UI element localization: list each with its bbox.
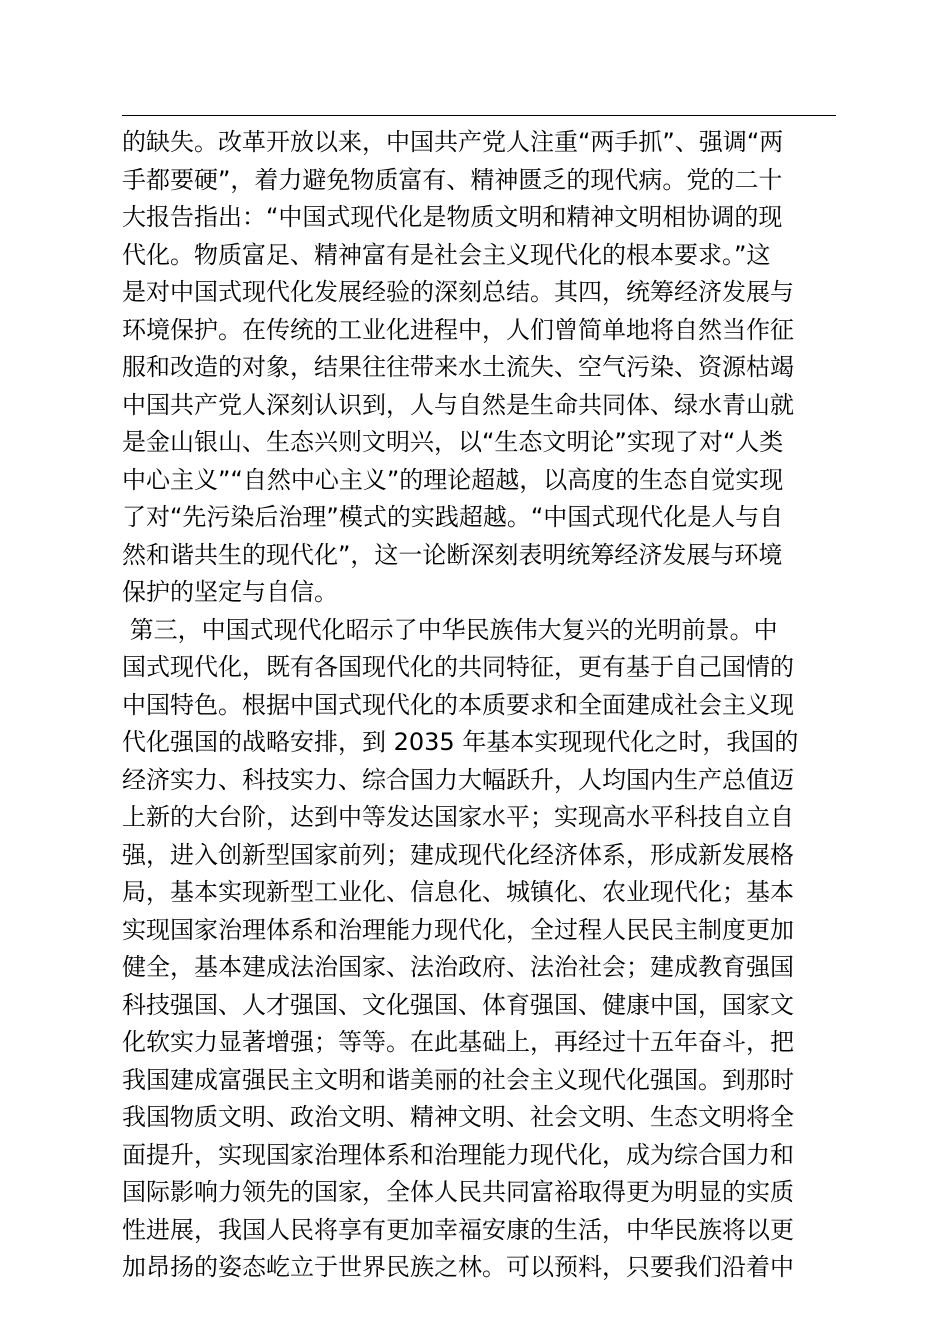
text-line: 保护的坚定与自信。	[122, 578, 338, 606]
header-rule	[122, 115, 836, 116]
text-line: 健全，基本建成法治国家、法治政府、法治社会；建成教育强国	[122, 953, 794, 981]
text-line: 面提升，实现国家治理体系和治理能力现代化，成为综合国力和	[122, 1140, 794, 1169]
text-line: 中国共产党人深刻认识到，人与自然是生命共同体、绿水青山就	[122, 390, 794, 419]
text-line: 了对“先污染后治理”模式的实践超越。“中国式现代化是人与自	[122, 503, 784, 531]
text-line: 手都要硬”，着力避免物质富有、精神匮乏的现代病。党的二十	[122, 165, 783, 194]
text-line: 的缺失。改革开放以来，中国共产党人注重“两手抓”、强调“两	[122, 128, 784, 156]
text-line: 我国物质文明、政治文明、精神文明、社会文明、生态文明将全	[122, 1103, 794, 1131]
text-line: 中心主义”“自然中心主义”的理论超越，以高度的生态自觉实现	[122, 465, 784, 494]
text-line: 代化。物质富足、精神富有是社会主义现代化的根本要求。”这	[122, 240, 771, 269]
text-line: 局，基本实现新型工业化、信息化、城镇化、农业现代化；基本	[122, 878, 794, 906]
text-line: 实现国家治理体系和治理能力现代化，全过程人民民主制度更加	[122, 915, 794, 944]
text-line: 第三，中国式现代化昭示了中华民族伟大复兴的光明前景。中	[122, 615, 778, 644]
text-line: 服和改造的对象，结果往往带来水土流失、空气污染、资源枯竭	[122, 353, 794, 381]
text-line: 是对中国式现代化发展经验的深刻总结。其四，统筹经济发展与	[122, 278, 794, 306]
text-line: 我国建成富强民主文明和谐美丽的社会主义现代化强国。到那时	[122, 1065, 794, 1094]
body-text	[122, 124, 836, 1287]
text-line: 大报告指出：“中国式现代化是物质文明和精神文明相协调的现	[122, 203, 783, 231]
text-line: 化软实力显著增强；等等。在此基础上，再经过十五年奋斗，把	[122, 1028, 794, 1056]
text-line: 国际影响力领先的国家，全体人民共同富裕取得更为明显的实质	[122, 1178, 794, 1206]
text-line: 国式现代化，既有各国现代化的共同特征，更有基于自己国情的	[122, 653, 794, 681]
text-line: 性进展，我国人民将享有更加幸福安康的生活，中华民族将以更	[122, 1215, 794, 1244]
text-line: 中国特色。根据中国式现代化的本质要求和全面建成社会主义现	[122, 690, 794, 719]
text-line: 是金山银山、生态兴则文明兴，以“生态文明论”实现了对“人类	[122, 428, 784, 456]
text-line: 强，进入创新型国家前列；建成现代化经济体系，形成新发展格	[122, 840, 794, 869]
text-line: 代化强国的战略安排，到 2035 年基本实现现代化之时，我国的	[122, 728, 799, 756]
text-line: 科技强国、人才强国、文化强国、体育强国、健康中国，国家文	[122, 990, 794, 1019]
text-line: 然和谐共生的现代化”，这一论断深刻表明统筹经济发展与环境	[122, 540, 783, 569]
text-line: 环境保护。在传统的工业化进程中，人们曾简单地将自然当作征	[122, 315, 794, 344]
text-line: 经济实力、科技实力、综合国力大幅跃升，人均国内生产总值迈	[122, 765, 794, 794]
text-line: 加昂扬的姿态屹立于世界民族之林。可以预料，只要我们沿着中	[122, 1253, 794, 1281]
text-line: 上新的大台阶，达到中等发达国家水平；实现高水平科技自立自	[122, 803, 794, 831]
